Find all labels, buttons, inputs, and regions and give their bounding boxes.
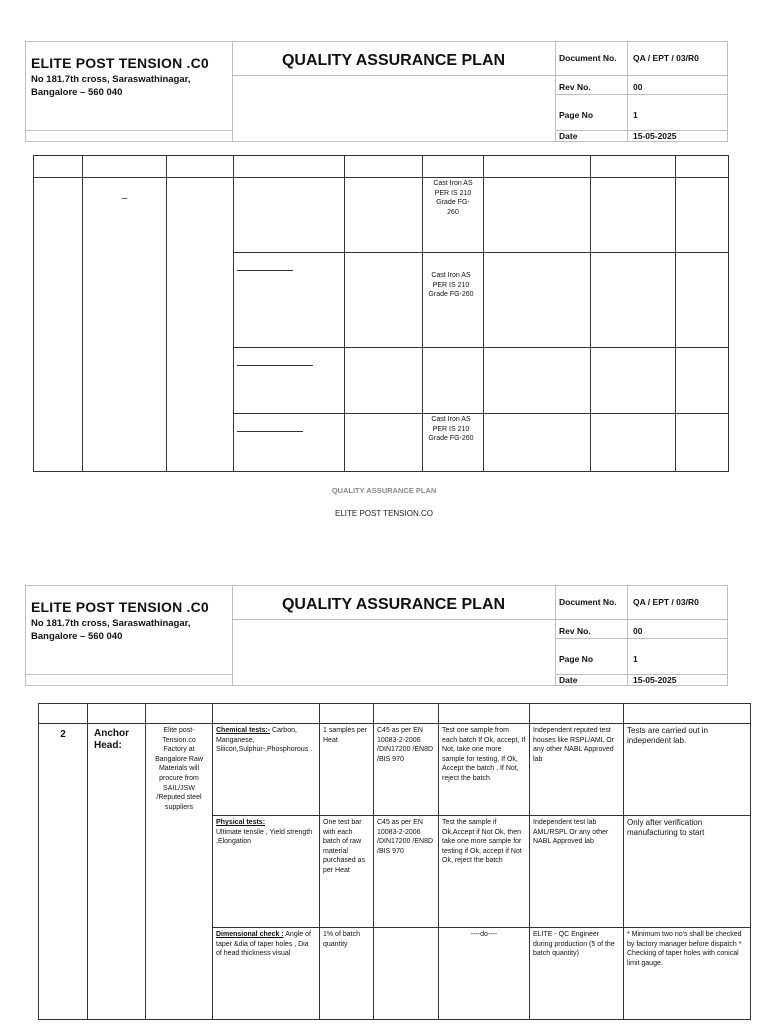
title-cell bbox=[232, 42, 556, 141]
page-no-label: Page No bbox=[559, 110, 594, 120]
rev-value: 00 bbox=[633, 82, 643, 92]
date-label: Date bbox=[559, 675, 578, 685]
rev-label: Rev No. bbox=[559, 82, 591, 92]
acceptance: Test the sample if Ok,Accept if Not Ok, then take one more sample for testing if Ok, accept if Not Ok, reject the batch bbox=[442, 819, 522, 865]
company-address: No 181.7th cross, Saraswathinagar, Bangalore – 560 040 bbox=[31, 74, 191, 98]
item-name: Anchor Head: bbox=[94, 728, 129, 751]
remarks: Tests are carried out in independent lab. bbox=[627, 726, 708, 745]
company-cell bbox=[26, 42, 233, 141]
remarks: Only after verification manufacturing to start bbox=[627, 818, 705, 837]
rev-label: Rev No. bbox=[559, 626, 591, 636]
table2-header-row bbox=[39, 704, 751, 724]
standard: C45 as per EN 10083-2-2006 /DIN17200 /EN8D /BIS 970 bbox=[377, 819, 434, 855]
header-block-2 bbox=[25, 585, 728, 686]
rev-value: 00 bbox=[633, 626, 643, 636]
blank-underline bbox=[237, 270, 293, 271]
acceptance: Test one sample from each batch If Ok, accept, If Not, take one more sample for testing, If Ok, Accept the batch , If Not, reject the batch bbox=[442, 727, 526, 782]
test-description: Dimensional check : Angle of taper &dia of taper holes , Dia of head thickness visual bbox=[216, 931, 311, 958]
frequency: 1% of batch quantity bbox=[323, 931, 360, 948]
table-row bbox=[39, 724, 751, 816]
material-spec: Cast Iron AS PER IS 210 Grade FG-260 bbox=[428, 416, 474, 443]
frequency: One test bar with each batch of raw material purchased as per Heat bbox=[323, 819, 366, 874]
material-spec: Cast Iron AS PER IS 210 Grade FG-260 bbox=[428, 272, 474, 299]
footer-company: ELITE POST TENSION.CO bbox=[335, 509, 433, 518]
serial-number: 2 bbox=[60, 729, 66, 740]
table-row bbox=[34, 178, 729, 253]
agency: Independent reputed test houses like RSPL/AML Or any other NABL Approved lab bbox=[533, 727, 615, 763]
doc-no-label: Document No. bbox=[559, 597, 617, 607]
test-description: Chemical tests:- Carbon, Manganese, Silicon,Sulphur-,Phosphorous . bbox=[216, 727, 313, 754]
company-address: No 181.7th cross, Saraswathinagar, Bangalore – 560 040 bbox=[31, 618, 191, 642]
date-value: 15-05-2025 bbox=[633, 131, 677, 141]
title-cell bbox=[232, 586, 556, 685]
standard: C45 as per EN 10083-2-2006 /DIN17200 /EN8D /BIS 970 bbox=[377, 727, 434, 763]
doc-no-label: Document No. bbox=[559, 53, 617, 63]
company-name: ELITE POST TENSION .C0 bbox=[31, 599, 209, 615]
dash-mark: – bbox=[121, 193, 128, 204]
page-title: QUALITY ASSURANCE PLAN bbox=[281, 596, 506, 613]
page-no-value: 1 bbox=[633, 110, 638, 120]
blank-underline bbox=[237, 365, 313, 366]
qap-table-1 bbox=[33, 155, 729, 472]
qap-table-2 bbox=[38, 703, 751, 1020]
header-block-1 bbox=[25, 41, 728, 142]
blank-underline bbox=[237, 431, 303, 432]
test-description: Physical tests: Ultimate tensile , Yield strength ,Elongation bbox=[216, 819, 313, 846]
source-text: Elite post-Tension.co Factory at Bangalore Raw Materials will procure from SAIL/JSW /Reputed steel suppliers bbox=[155, 727, 203, 811]
page-title: QUALITY ASSURANCE PLAN bbox=[281, 52, 506, 69]
company-cell bbox=[26, 586, 233, 685]
agency: Independent test lab AML/RSPL Or any other NABL Approved lab bbox=[533, 819, 609, 846]
page-no-value: 1 bbox=[633, 654, 638, 664]
footer-title: QUALITY ASSURANCE PLAN bbox=[331, 486, 437, 495]
doc-no-value: QA / EPT / 03/R0 bbox=[633, 53, 699, 63]
doc-info-cell bbox=[555, 586, 728, 685]
date-value: 15-05-2025 bbox=[633, 675, 677, 685]
remarks: * Minimum two no's shall be checked by factory manager before dispatch * Checking of taper holes with conical limit gauge. bbox=[627, 931, 742, 967]
agency: ELITE - QC Engineer during production (5 of the batch quantity) bbox=[533, 931, 615, 958]
doc-info-cell bbox=[555, 42, 728, 141]
company-name: ELITE POST TENSION .C0 bbox=[31, 55, 209, 71]
standard bbox=[374, 928, 438, 932]
page-no-label: Page No bbox=[559, 654, 594, 664]
doc-no-value: QA / EPT / 03/R0 bbox=[633, 597, 699, 607]
frequency: 1 samples per Heat bbox=[323, 727, 367, 744]
acceptance: ----do---- bbox=[470, 931, 498, 938]
material-spec: Cast Iron AS PER IS 210 Grade FG-260 bbox=[433, 180, 473, 216]
date-label: Date bbox=[559, 131, 578, 141]
table1-header-row bbox=[34, 156, 729, 178]
